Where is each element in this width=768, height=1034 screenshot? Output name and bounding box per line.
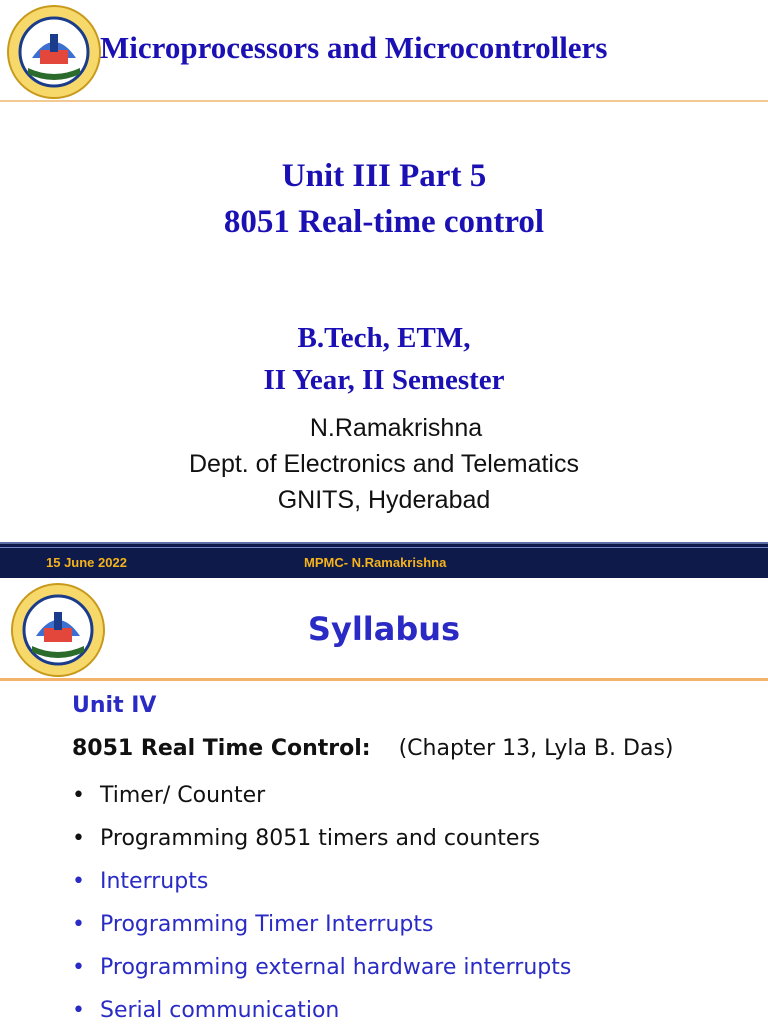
unit-line: Unit III Part 5 [281,158,487,194]
list-item [72,948,762,991]
list-item [72,862,762,905]
list-item-text: Programming Timer Interrupts [100,912,434,937]
list-item [72,991,762,1034]
syllabus-heading [72,732,762,776]
bullet-icon: • [72,783,85,808]
syllabus-title: Syllabus [307,610,461,648]
program-line: B.Tech, ETM, [297,322,471,354]
footer-bar [0,542,768,578]
bullet-icon: • [72,998,85,1023]
unit-label: Unit IV [72,693,157,718]
footer-date: 15 June 2022 [46,555,127,570]
bullet-icon: • [72,869,85,894]
list-item [72,905,762,948]
syllabus-rule [0,678,768,681]
department-name: Dept. of Electronics and Telematics [188,450,579,478]
list-item-text: Serial communication [100,998,340,1023]
author-name: N.Ramakrishna [309,414,483,442]
college-seal-icon [6,4,102,100]
title-rule [0,100,768,102]
list-item-text: Programming 8051 timers and counters [100,826,540,851]
heading-text: 8051 Real Time Control: [72,736,371,761]
list-item-text: Interrupts [100,869,209,894]
reference-text: (Chapter 13, Lyla B. Das) [398,736,674,761]
list-item-text: Timer/ Counter [100,783,266,808]
syllabus-content [72,690,762,1034]
course-title: Microprocessors and Microcontrollers [100,30,608,65]
list-item-text: Programming external hardware interrupts [100,955,572,980]
institute-name: GNITS, Hyderabad [277,486,491,514]
footer-author: MPMC- N.Ramakrishna [304,555,447,570]
footer-stripe [0,547,768,548]
topic-line: 8051 Real-time control [223,204,545,240]
bullet-icon: • [72,826,85,851]
syllabus-list [72,776,762,1034]
list-item [72,819,762,862]
bullet-icon: • [72,912,85,937]
bullet-icon: • [72,955,85,980]
list-item [72,776,762,819]
year-line: II Year, II Semester [263,364,505,396]
